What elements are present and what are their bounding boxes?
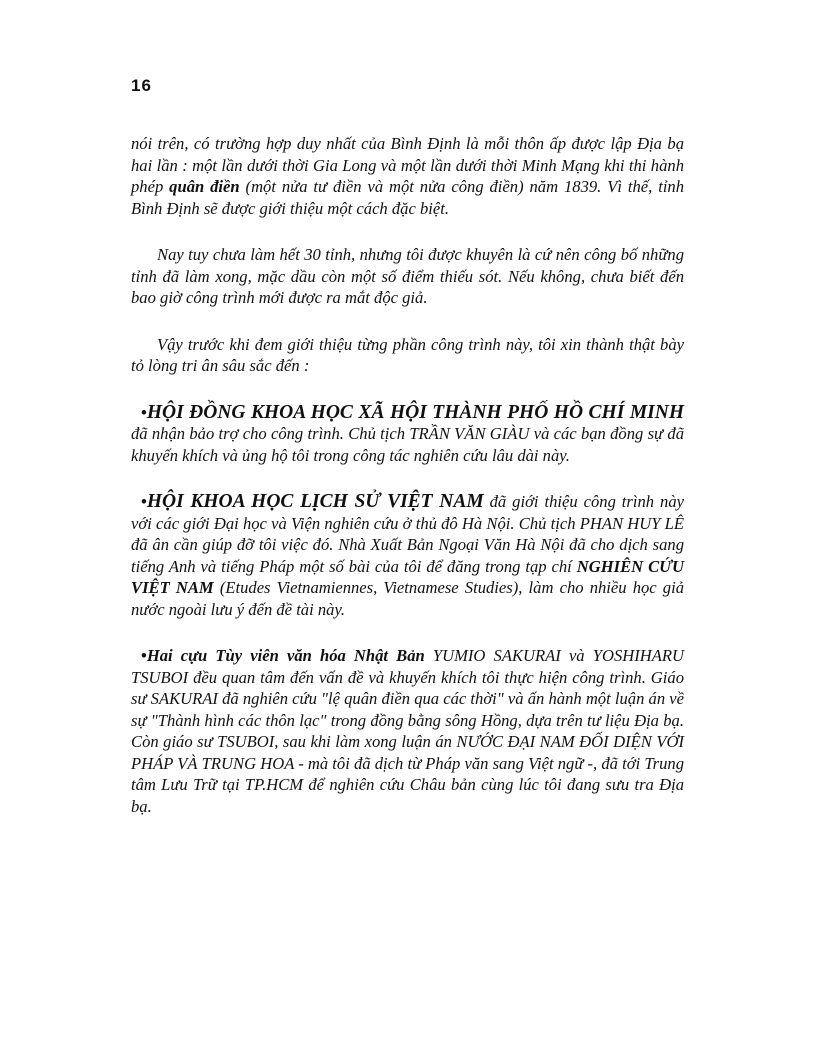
acknowledgment-item [131,402,684,467]
paragraph-text: (Etudes Vietnamiennes, Vietnamese Studies), làm cho nhiều học giả nước ngoài lưu ý đến đề tài này. [131,578,685,619]
bullet-icon: • [141,492,147,511]
paragraph-text: (một nửa tư điền và một nửa công điền) năm 1839. Vì thế, tỉnh Bình Định sẽ được giới thiệu một cách đặc biệt. [131,177,685,218]
paragraph-gratitude-intro [131,334,684,377]
acknowledgment-item [131,645,684,817]
paragraph-text: đã nhận bảo trợ cho công trình. Chủ tịch TRẦN VĂN GIÀU và các bạn đồng sự đã khuyến khích và ủng hộ tôi trong công tác nghiên cứu lâu dài này. [131,424,684,465]
page-body [131,133,684,842]
page-number: 16 [131,76,152,95]
paragraph-binh-dinh [131,133,684,219]
emphasis-quan-dien: quân điền [169,177,240,196]
paragraph-text: YUMIO SAKURAI và YOSHIHARU TSUBOI đều quan tâm đến vấn đề và khuyến khích tôi thực hiện công trình. Giáo sư SAKURAI đã nghiên cứu "lệ quân điền qua các thời" và ấn hành một luận án về sự "Thành hình các thôn lạc" trong đồng bằng sông Hồng, dựa trên tư liệu Địa bạ. Còn giáo sư TSUBOI, sau khi làm xong luận án NƯỚC ĐẠI NAM ĐỐI DIỆN VỚI PHÁP VÀ TRUNG HOA - mà tôi đã dịch từ Pháp văn sang Việt ngữ -, đã tới Trung tâm Lưu Trữ tại TP.HCM để nghiên cứu Châu bản cùng lúc tôi đang sưu tra Địa bạ. [131,646,684,816]
bullet-icon: • [141,402,147,422]
paragraph-text: Nay tuy chưa làm hết 30 tỉnh, nhưng tôi được khuyên là cứ nên công bố những tỉnh đã làm xong, mặc dầu còn một số điểm thiếu sót. Nếu không, chưa biết đến bao giờ công trình mới được ra mắt độc giả. [131,245,684,307]
paragraph-publication [131,244,684,309]
acknowledgment-heading: HỘI ĐỒNG KHOA HỌC XÃ HỘI THÀNH PHỐ HỒ CHÍ MINH [146,401,684,423]
paragraph-text: nói trên, có trường hợp duy nhất của Bình Định là mỗi thôn ấp được lập Địa bạ hai lần : một lần dưới thời Gia Long và một lần dưới thời Minh Mạng khi thi hành phép [131,134,684,196]
journal-title: NGHIÊN CỨU VIỆT NAM [131,556,684,597]
paragraph-text: đã giới thiệu công trình này với các giới Đại học và Viện nghiên cứu ở thủ đô Hà Nội. Chủ tịch PHAN HUY LÊ đã ân cần giúp đỡ tôi việc đó. Nhà Xuất Bản Ngoại Văn Hà Nội đã cho dịch sang tiếng Anh và tiếng Pháp một số bài của tôi để đăng trong tạp chí [131,492,684,576]
acknowledgment-heading: Hai cựu Tùy viên văn hóa Nhật Bản [146,646,425,665]
acknowledgment-item [131,491,684,620]
acknowledgment-heading: HỘI KHOA HỌC LỊCH SỬ VIỆT NAM [146,491,484,512]
paragraph-text: Vậy trước khi đem giới thiệu từng phần công trình này, tôi xin thành thật bày tỏ lòng tri ân sâu sắc đến : [131,334,684,375]
bullet-icon: • [141,646,147,665]
